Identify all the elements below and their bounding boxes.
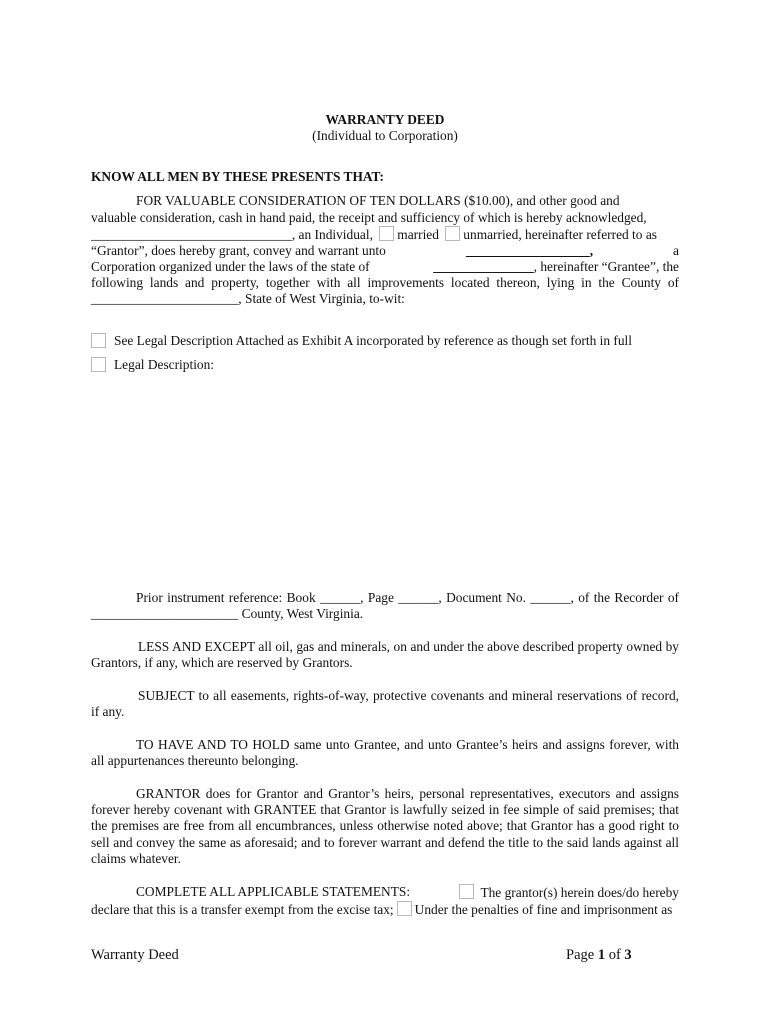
legal-description-option xyxy=(91,357,679,373)
married-label: married xyxy=(397,227,439,242)
prior-instrument-line: Prior instrument reference: Book ______, Page ______, Document No. ______, of the Recorder of xyxy=(136,590,679,605)
section-heading: KNOW ALL MEN BY THESE PRESENTS THAT: xyxy=(91,169,384,184)
page-total: 3 xyxy=(624,947,632,963)
recorder-county-blank[interactable]: ______________________ xyxy=(91,606,239,621)
text: “Grantor”, does hereby grant, convey and warrant unto xyxy=(91,243,386,258)
text: County, West Virginia. xyxy=(241,606,364,621)
penalties-checkbox[interactable] xyxy=(397,901,412,916)
state-blank[interactable]: _______________ xyxy=(433,259,534,274)
paragraph-line xyxy=(91,291,679,307)
exempt-checkbox[interactable] xyxy=(459,884,474,899)
page-of-label: of xyxy=(608,947,621,963)
text: The grantor(s) herein does/do hereby xyxy=(480,885,679,900)
statements-line xyxy=(136,884,679,901)
paragraph-line: following lands and property, together with all improvements located thereon, lying in the County of xyxy=(91,275,679,290)
less-and-except-paragraph: LESS AND EXCEPT all oil, gas and minerals, on and under the above described property owned by Grantors, if any, which are reserved by Grantors. xyxy=(91,639,679,671)
text: FOR VALUABLE CONSIDERATION OF TEN DOLLARS ($10.00), and other good and xyxy=(136,193,620,208)
grantor-name-blank[interactable]: ______________________________ xyxy=(91,227,292,242)
legal-description-checkbox[interactable] xyxy=(91,357,106,372)
subject-to-paragraph: SUBJECT to all easements, rights-of-way, protective covenants and mineral reservations of record, if any. xyxy=(91,688,679,720)
page-number xyxy=(566,947,632,964)
exhibit-checkbox[interactable] xyxy=(91,333,106,348)
unmarried-checkbox[interactable] xyxy=(445,226,460,241)
text: Under the penalties of fine and imprisonment as xyxy=(414,902,673,917)
text: Corporation organized under the laws of the state of xyxy=(91,259,370,274)
paragraph-line xyxy=(136,193,679,209)
married-checkbox[interactable] xyxy=(379,226,394,241)
text: , an Individual, xyxy=(291,227,373,242)
county-blank[interactable]: ______________________ xyxy=(91,291,239,306)
habendum-paragraph: TO HAVE AND TO HOLD same unto Grantee, and unto Grantee’s heirs and assigns forever, with all appurtenances thereunto belonging. xyxy=(91,737,679,769)
page-current: 1 xyxy=(597,947,606,963)
covenant-paragraph: GRANTOR does for Grantor and Grantor’s heirs, personal representatives, executors and assigns forever hereby covenant with GRANTEE that Grantor is lawfully seized in fee simple of said premises; that the premises are free from all encumbrances, unless otherwise noted above; that Grantor has a good right to sell and convey the same as aforesaid; and to forever warrant and defend the title to the said lands against all claims whatever. xyxy=(91,786,679,866)
text: , xyxy=(589,243,594,258)
text: , State of West Virginia, to-wit: xyxy=(238,291,405,306)
text: COMPLETE ALL APPLICABLE STATEMENTS: xyxy=(136,884,411,899)
paragraph-line xyxy=(91,243,679,259)
text: , hereinafter “Grantee”, the xyxy=(533,259,679,274)
paragraph-line: valuable consideration, cash in hand paid, the receipt and sufficiency of which is hereby acknowledged, xyxy=(91,210,647,225)
legal-description-label: Legal Description: xyxy=(114,357,215,372)
document-subtitle: (Individual to Corporation) xyxy=(312,128,458,143)
page-label: Page xyxy=(566,947,595,963)
paragraph-line xyxy=(91,259,679,275)
prior-instrument-line xyxy=(91,606,679,622)
unmarried-label: unmarried, hereinafter referred to as xyxy=(463,227,657,242)
statements-line xyxy=(91,901,679,918)
grantee-name-blank[interactable] xyxy=(466,243,590,258)
text: a xyxy=(673,243,679,258)
document-title: WARRANTY DEED xyxy=(325,112,445,127)
paragraph-line xyxy=(91,226,679,243)
text: declare that this is a transfer exempt from the excise tax; xyxy=(91,902,394,917)
exhibit-label: See Legal Description Attached as Exhibit A incorporated by reference as though set forth in full xyxy=(114,333,632,348)
footer-title: Warranty Deed xyxy=(91,947,179,963)
exhibit-option xyxy=(91,333,679,349)
